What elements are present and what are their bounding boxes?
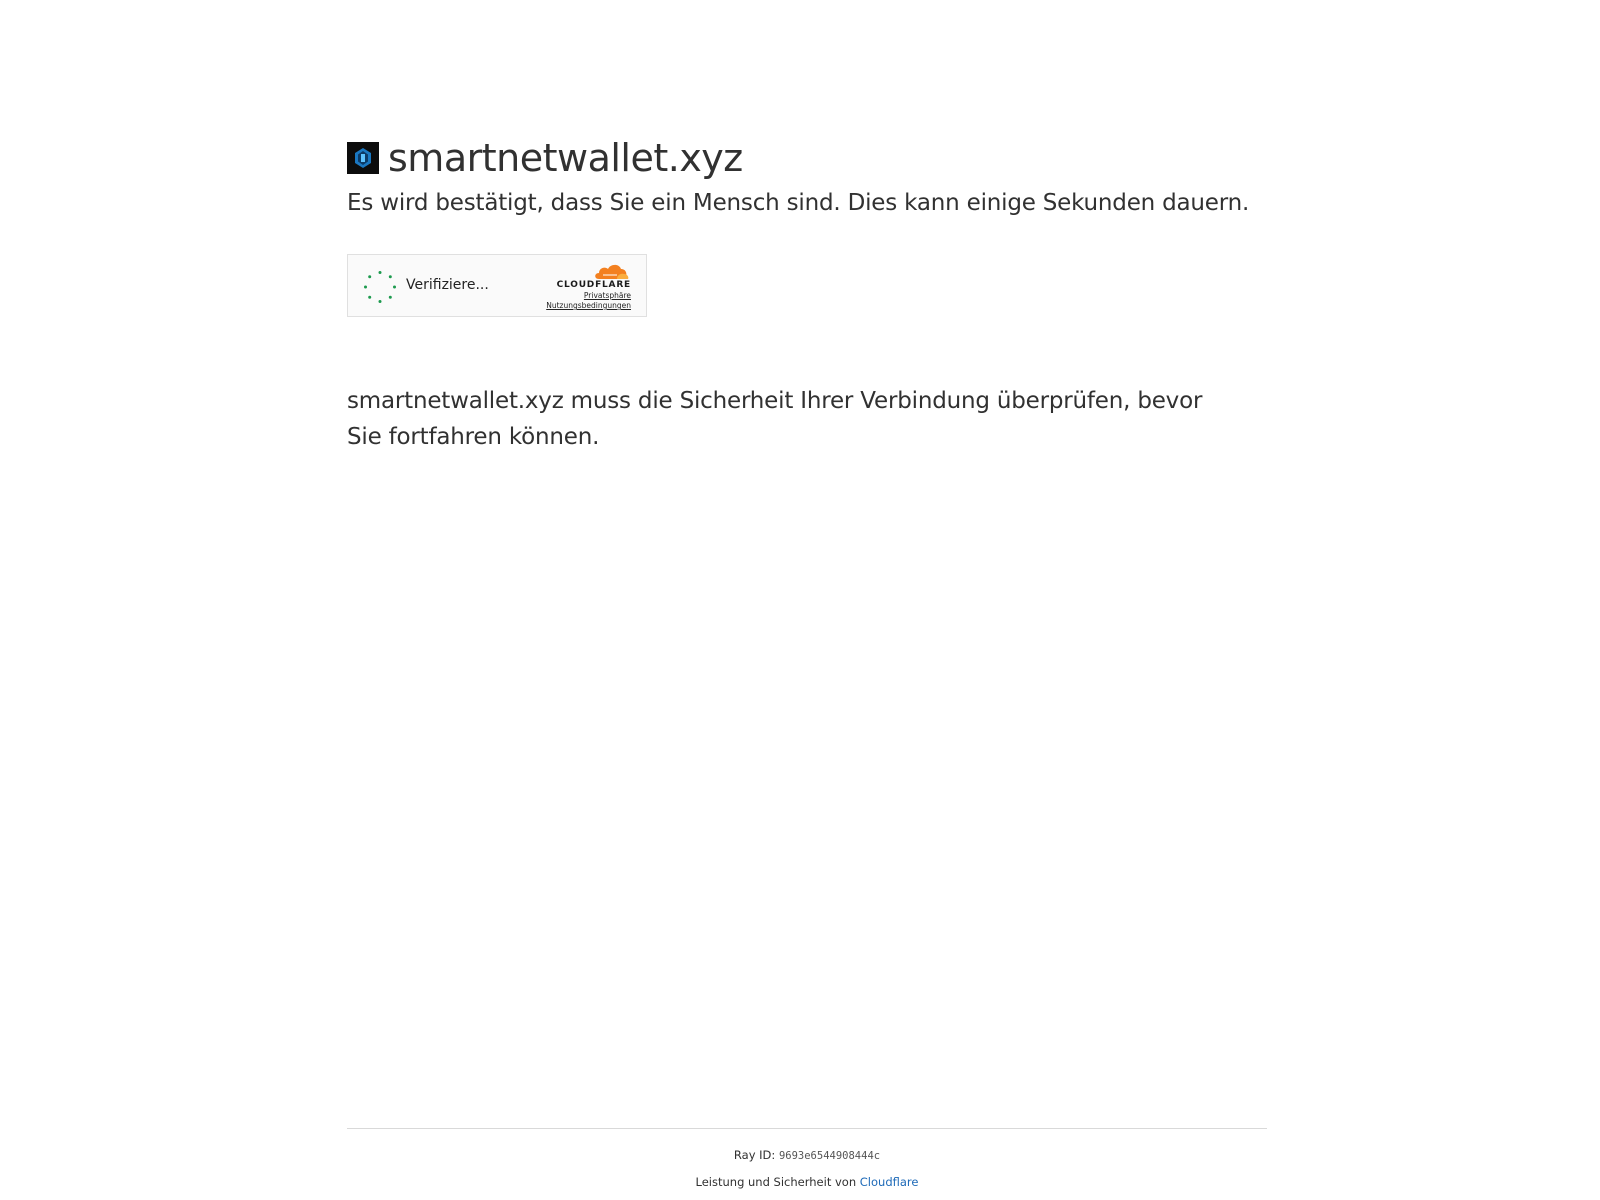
terms-link[interactable]: Nutzungsbedingungen — [546, 301, 631, 310]
cloudflare-footer-link[interactable]: Cloudflare — [859, 1175, 919, 1189]
cloudflare-cloud-icon — [591, 261, 631, 281]
performance-text: Leistung und Sicherheit von — [695, 1175, 857, 1189]
cloudflare-wordmark: CLOUDFLARE — [556, 280, 631, 290]
main-content — [347, 136, 1267, 455]
turnstile-widget[interactable] — [347, 254, 647, 317]
verify-status-text: Verifiziere... — [406, 277, 489, 293]
page-footer — [347, 1128, 1267, 1190]
security-description: smartnetwallet.xyz muss die Sicherheit Ihrer Verbindung überprüfen, bevor Sie fortfahren können. — [347, 388, 1203, 450]
site-header — [347, 136, 1267, 180]
site-favicon-icon — [347, 142, 379, 174]
ray-id — [347, 1147, 1267, 1164]
performance-note — [347, 1174, 1267, 1190]
page-subtitle: Es wird bestätigt, dass Sie ein Mensch sind. Dies kann einige Sekunden dauern. — [347, 190, 1250, 216]
ray-id-label: Ray ID: — [733, 1148, 776, 1162]
site-title: smartnetwallet.xyz — [388, 136, 743, 180]
loading-spinner-icon — [363, 270, 397, 304]
ray-id-value: 9693e6544908444c — [778, 1150, 881, 1162]
privacy-link[interactable]: Privatsphäre — [583, 291, 631, 300]
cloudflare-brand — [531, 261, 631, 311]
